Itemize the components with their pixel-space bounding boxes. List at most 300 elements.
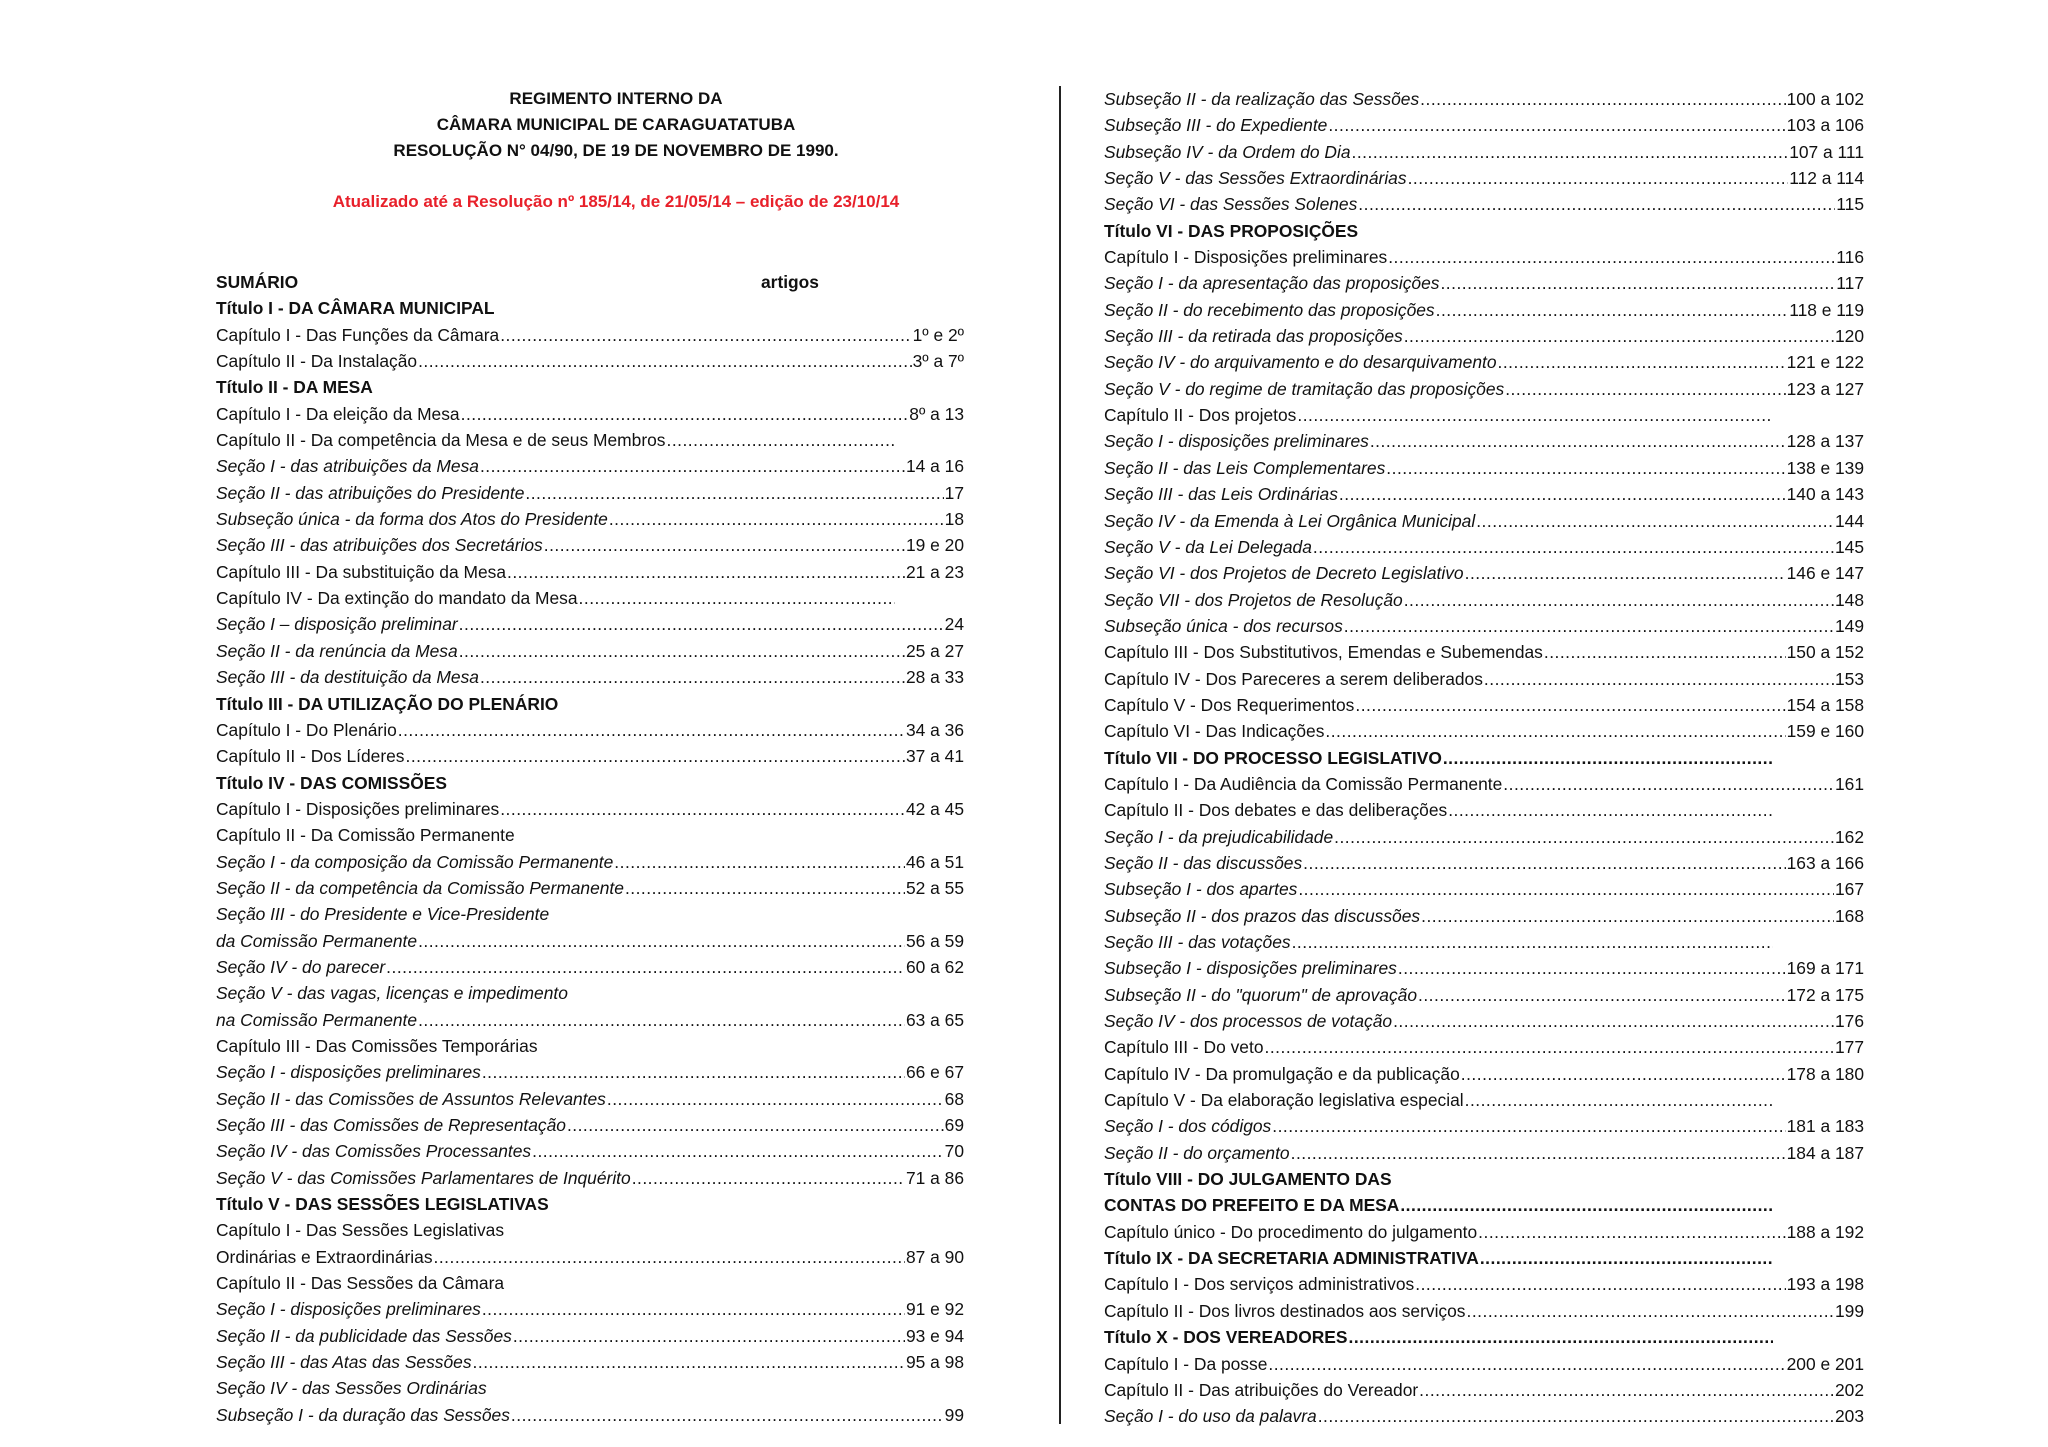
toc-entry <box>1104 244 1864 270</box>
toc-entry <box>1104 376 1864 402</box>
toc-entry <box>1104 1271 1864 1297</box>
toc-entry <box>1104 1351 1864 1377</box>
toc-entry <box>1104 1166 1864 1192</box>
toc-entry-articles: 154 a 158 <box>1786 694 1864 715</box>
toc-entry <box>216 1059 964 1085</box>
toc-entry <box>1104 534 1864 560</box>
dot-leader <box>625 875 905 901</box>
toc-entry <box>216 770 964 796</box>
dot-leader <box>406 743 905 769</box>
toc-right-column <box>1104 86 1864 1430</box>
toc-entry <box>216 664 964 690</box>
toc-entry <box>216 348 964 374</box>
toc-entry-title: Capítulo I - Disposições preliminares <box>1104 247 1388 268</box>
toc-entry <box>216 1402 964 1428</box>
dot-leader <box>434 1244 905 1270</box>
toc-entry-articles: 93 e 94 <box>905 1325 964 1346</box>
articles-column-label: artigos <box>761 272 819 292</box>
toc-entry-title: Seção II - da competência da Comissão Permanente <box>216 877 624 898</box>
toc-entry <box>1104 323 1864 349</box>
toc-entry-articles: 3º a 7º <box>912 351 964 372</box>
update-notice: Atualizado até a Resolução nº 185/14, de 21/05/14 – edição de 23/10/14 <box>332 192 900 211</box>
toc-entry <box>1104 1061 1864 1087</box>
toc-entry-title: Título II - DA MESA <box>216 377 373 398</box>
dot-leader <box>1420 86 1785 112</box>
toc-entry-title: Capítulo II - Dos projetos <box>1104 405 1297 426</box>
toc-entry <box>216 1007 964 1033</box>
dot-leader <box>1419 1377 1834 1403</box>
toc-entry-articles: 200 e 201 <box>1786 1353 1864 1374</box>
toc-entry-articles: 199 <box>1834 1300 1864 1321</box>
dot-leader <box>1272 1113 1785 1139</box>
toc-entry <box>1104 613 1864 639</box>
dot-leader <box>1467 1298 1834 1324</box>
toc-entry-title: Título X - DOS VEREADORES <box>1104 1327 1348 1348</box>
toc-entry-title: Seção IV - dos processos de votação <box>1104 1011 1393 1032</box>
toc-entry-articles: 202 <box>1834 1379 1864 1400</box>
toc-entry-articles: 145 <box>1834 536 1864 557</box>
toc-entry-articles: 177 <box>1834 1037 1864 1058</box>
toc-entry-title: Subseção III - do Expediente <box>1104 115 1328 136</box>
toc-entry <box>1104 718 1864 744</box>
toc-entry-title: Capítulo I - Da Audiência da Comissão Permanente <box>1104 773 1503 794</box>
dot-leader <box>1498 349 1786 375</box>
toc-entry-title: Subseção única - da forma dos Atos do Presidente <box>216 509 608 530</box>
toc-entry-title: Seção I - disposições preliminares <box>216 1299 481 1320</box>
toc-entry-articles: 25 a 27 <box>905 640 964 661</box>
toc-entry-title: Capítulo II - Dos Líderes <box>216 746 405 767</box>
dot-leader <box>1404 587 1834 613</box>
dot-leader <box>632 1165 905 1191</box>
toc-entry <box>1104 1219 1864 1245</box>
toc-entry-title: Seção III - das atribuições dos Secretários <box>216 535 543 556</box>
toc-entry-articles: 118 e 119 <box>1789 299 1864 320</box>
dot-leader <box>1461 1061 1786 1087</box>
toc-entry <box>1104 797 1774 823</box>
toc-entry-articles: 117 <box>1836 273 1864 294</box>
toc-entry-title: Capítulo III - Da substituição da Mesa <box>216 561 506 582</box>
dot-leader <box>480 453 905 479</box>
toc-entry <box>1104 297 1864 323</box>
dot-leader <box>1398 955 1786 981</box>
toc-entry-articles: 150 a 152 <box>1786 642 1864 663</box>
toc-entry-articles: 144 <box>1834 510 1864 531</box>
toc-entry-articles: 34 a 36 <box>905 719 964 740</box>
toc-entry <box>1104 1087 1774 1113</box>
dot-leader <box>1313 534 1834 560</box>
toc-left-column <box>216 269 964 1428</box>
toc-entry <box>216 1296 964 1322</box>
toc-entry-title: Capítulo II - Das atribuições do Vereador <box>1104 1379 1419 1400</box>
toc-entry-title: Seção II - das discussões <box>1104 852 1303 873</box>
dot-leader <box>386 954 905 980</box>
toc-entry-articles: 18 <box>944 509 964 530</box>
dot-leader <box>1448 797 1773 823</box>
dot-leader <box>1503 771 1834 797</box>
dot-leader <box>459 638 905 664</box>
toc-entry-title: Capítulo I - Disposições preliminares <box>216 798 500 819</box>
toc-entry-title: Título I - DA CÂMARA MUNICIPAL <box>216 298 495 319</box>
toc-entry-title: Seção V - das vagas, licenças e impedimento <box>216 983 568 1004</box>
toc-entry <box>1104 508 1864 534</box>
toc-entry <box>1104 1377 1864 1403</box>
toc-entry-title: Seção III - das votações <box>1104 932 1291 952</box>
dot-leader <box>579 585 895 611</box>
toc-entry <box>216 743 964 769</box>
toc-entry-title: Subseção II - dos prazos das discussões <box>1104 905 1421 926</box>
dot-leader <box>500 796 905 822</box>
toc-entry <box>216 1323 964 1349</box>
toc-entry-articles: 37 a 41 <box>905 746 964 767</box>
toc-entry-title: Subseção II - do "quorum" de aprovação <box>1104 984 1418 1005</box>
header-line-3: RESOLUÇÃO N° 04/90, DE 19 DE NOVEMBRO DE 1990. <box>393 141 839 160</box>
toc-entry-title: Subseção I - da duração das Sessões <box>216 1404 510 1425</box>
toc-entry <box>216 691 964 717</box>
dot-leader <box>1352 139 1789 165</box>
dot-leader <box>1478 1219 1785 1245</box>
toc-entry-title: Seção II - das atribuições do Presidente <box>216 482 525 503</box>
dot-leader <box>1292 929 1773 955</box>
toc-entry-articles: 148 <box>1834 589 1864 610</box>
toc-entry <box>216 1375 964 1401</box>
toc-entry-title: Capítulo III - Do veto <box>1104 1037 1264 1058</box>
dot-leader <box>418 1007 905 1033</box>
toc-entry <box>1104 982 1864 1008</box>
toc-entry-articles: 146 e 147 <box>1786 563 1864 584</box>
toc-entry <box>1104 876 1864 902</box>
toc-entry-articles: 176 <box>1834 1011 1864 1032</box>
toc-entry-title: Seção I - da apresentação das proposições <box>1104 273 1440 294</box>
toc-entry-articles: 162 <box>1834 826 1864 847</box>
toc-entry <box>216 1138 964 1164</box>
toc-entry <box>216 980 964 1006</box>
toc-entry-title: Capítulo I - Dos serviços administrativos <box>1104 1274 1415 1295</box>
dot-leader <box>1265 1034 1834 1060</box>
toc-entry <box>1104 1403 1864 1429</box>
toc-entry-articles: 112 a 114 <box>1789 168 1864 189</box>
summary-header <box>216 269 964 295</box>
toc-entry <box>216 954 964 980</box>
dot-leader <box>1325 718 1785 744</box>
toc-entry-title: Capítulo I - Da eleição da Mesa <box>216 403 460 424</box>
toc-entry <box>216 1191 964 1217</box>
toc-entry <box>216 427 896 453</box>
toc-entry-title: Seção VII - dos Projetos de Resolução <box>1104 589 1403 610</box>
toc-entry <box>1104 745 1774 771</box>
dot-leader <box>418 928 905 954</box>
toc-entry-title: Seção IV - do arquivamento e do desarquivamento <box>1104 352 1497 373</box>
toc-entry <box>216 374 964 400</box>
toc-entry-articles: 17 <box>944 482 964 503</box>
toc-entry <box>1104 139 1864 165</box>
toc-entry <box>216 532 964 558</box>
toc-entry <box>216 480 964 506</box>
toc-entry-articles: 28 a 33 <box>905 667 964 688</box>
toc-entry <box>216 717 964 743</box>
toc-entry-articles: 100 a 102 <box>1786 89 1864 109</box>
toc-entry-articles: 1º e 2º <box>912 324 964 345</box>
toc-entry-title: CONTAS DO PREFEITO E DA MESA <box>1104 1195 1400 1216</box>
toc-entry-title: Capítulo II - Da Instalação <box>216 351 418 372</box>
dot-leader <box>1484 666 1834 692</box>
toc-entry-articles: 138 e 139 <box>1786 457 1864 478</box>
toc-entry-articles: 172 a 175 <box>1786 984 1864 1005</box>
toc-entry-title: Seção III - da destituição da Mesa <box>216 667 479 688</box>
toc-entry <box>1104 1298 1864 1324</box>
dot-leader <box>1476 508 1834 534</box>
dot-leader <box>500 322 911 348</box>
dot-leader <box>1415 1271 1785 1297</box>
toc-entry <box>216 1349 964 1375</box>
dot-leader <box>1268 1351 1785 1377</box>
toc-entry <box>1104 1008 1864 1034</box>
toc-entry-title: Capítulo II - Da Comissão Permanente <box>216 825 515 846</box>
toc-entry <box>216 585 896 611</box>
toc-entry <box>1104 402 1774 428</box>
toc-entry-title: Seção I - dos códigos <box>1104 1116 1272 1137</box>
toc-entry-articles: 193 a 198 <box>1786 1274 1864 1295</box>
toc-entry-title: Seção I - disposições preliminares <box>216 1062 481 1083</box>
dot-leader <box>1440 270 1835 296</box>
toc-entry-articles: 203 <box>1834 1406 1864 1427</box>
toc-entry-title: Subseção I - disposições preliminares <box>1104 958 1397 979</box>
toc-entry-title: Título III - DA UTILIZAÇÃO DO PLENÁRIO <box>216 693 559 714</box>
dot-leader <box>511 1402 944 1428</box>
toc-entry-title: Capítulo V - Da elaboração legislativa especial <box>1104 1090 1464 1111</box>
toc-entry-title: Capítulo I - Das Funções da Câmara <box>216 324 500 345</box>
toc-entry <box>1104 1034 1864 1060</box>
toc-entry-articles: 71 a 86 <box>905 1167 964 1188</box>
dot-leader <box>1421 903 1834 929</box>
toc-entry-articles: 153 <box>1834 668 1864 689</box>
toc-entry <box>1104 955 1864 981</box>
toc-entry <box>1104 481 1864 507</box>
toc-entry-title: Seção II - do recebimento das proposições <box>1104 299 1435 320</box>
toc-entry-title: Capítulo V - Dos Requerimentos <box>1104 694 1355 715</box>
toc-entry-articles: 159 e 160 <box>1786 721 1864 742</box>
toc-entry <box>1104 560 1864 586</box>
toc-entry <box>1104 1113 1864 1139</box>
dot-leader <box>1418 982 1786 1008</box>
header-line-1: REGIMENTO INTERNO DA <box>509 89 723 108</box>
toc-entry <box>216 611 964 637</box>
toc-entry-title: Seção I – disposição preliminar <box>216 614 458 635</box>
dot-leader <box>1297 402 1773 428</box>
toc-entry-articles: 42 a 45 <box>905 798 964 819</box>
toc-entry-articles: 95 a 98 <box>905 1352 964 1373</box>
toc-entry <box>1104 455 1864 481</box>
toc-entry-title: Seção I - da prejudicabilidade <box>1104 826 1334 847</box>
toc-entry-articles: 121 e 122 <box>1786 352 1864 373</box>
toc-entry-articles: 19 e 20 <box>905 535 964 556</box>
toc-entry-articles: 69 <box>944 1115 964 1135</box>
toc-entry-title: Seção V - das Comissões Parlamentares de Inquérito <box>216 1167 631 1188</box>
toc-entry-title: Seção IV - das Sessões Ordinárias <box>216 1378 487 1399</box>
dot-leader <box>532 1138 944 1164</box>
dot-leader <box>461 401 909 427</box>
toc-entry-title: Capítulo único - Do procedimento do julgamento <box>1104 1221 1478 1242</box>
dot-leader <box>507 559 905 585</box>
dot-leader <box>1344 613 1834 639</box>
dot-leader <box>1443 745 1773 771</box>
toc-entry-title: Subseção IV - da Ordem do Dia <box>1104 141 1351 162</box>
toc-entry-title: Capítulo II - Da competência da Mesa e de seus Membros <box>216 430 666 451</box>
toc-entry <box>216 928 964 954</box>
toc-entry-title: Capítulo IV - Dos Pareceres a serem deliberados <box>1104 668 1483 689</box>
dot-leader <box>614 849 905 875</box>
dot-leader <box>459 611 944 637</box>
toc-entry <box>1104 165 1864 191</box>
dot-leader <box>513 1323 905 1349</box>
dot-leader <box>1393 1008 1834 1034</box>
dot-leader <box>1400 1192 1773 1218</box>
toc-entry-articles: 8º a 13 <box>909 403 964 424</box>
toc-entry-articles: 46 a 51 <box>905 851 964 872</box>
toc-entry-title: da Comissão Permanente <box>216 930 418 951</box>
toc-entry-articles: 161 <box>1834 773 1864 794</box>
toc-entry-articles: 163 a 166 <box>1786 852 1864 873</box>
toc-entry-title: Subseção I - dos apartes <box>1104 879 1298 900</box>
toc-entry <box>216 453 964 479</box>
toc-entry <box>1104 929 1774 955</box>
dot-leader <box>480 664 905 690</box>
dot-leader <box>1355 692 1785 718</box>
toc-entry <box>1104 1140 1864 1166</box>
toc-entry-title: Título VIII - DO JULGAMENTO DAS <box>1104 1169 1392 1190</box>
toc-entry <box>1104 903 1864 929</box>
toc-entry <box>216 849 964 875</box>
toc-entry <box>1104 850 1864 876</box>
toc-entry <box>1104 218 1864 244</box>
toc-entry-articles: 14 a 16 <box>905 456 964 477</box>
toc-entry-title: Seção I - do uso da palavra <box>1104 1406 1317 1427</box>
toc-entry-articles: 167 <box>1834 879 1864 900</box>
toc-entry-title: Seção III - das Atas das Sessões <box>216 1352 472 1373</box>
toc-entry-articles: 169 a 171 <box>1786 958 1864 979</box>
dot-leader <box>1339 481 1786 507</box>
toc-entry <box>1104 639 1864 665</box>
column-divider <box>1059 86 1061 1424</box>
document-header <box>216 86 1016 164</box>
toc-entry-title: Título VII - DO PROCESSO LEGISLATIVO <box>1104 747 1442 768</box>
toc-entry-title: Título VI - DAS PROPOSIÇÕES <box>1104 220 1359 241</box>
toc-entry-articles: 128 a 137 <box>1786 431 1864 452</box>
toc-entry-title: Seção II - das Comissões de Assuntos Relevantes <box>216 1088 606 1109</box>
toc-entry-title: Seção VI - dos Projetos de Decreto Legislativo <box>1104 563 1464 584</box>
dot-leader <box>1408 165 1789 191</box>
dot-leader <box>418 348 912 374</box>
dot-leader <box>1404 323 1834 349</box>
toc-entry-title: Capítulo III - Das Comissões Temporárias <box>216 1035 538 1056</box>
toc-entry <box>1104 587 1864 613</box>
toc-entry <box>216 875 964 901</box>
header-line-2: CÂMARA MUNICIPAL DE CARAGUATATUBA <box>436 115 796 134</box>
toc-entry-articles: 52 a 55 <box>905 877 964 898</box>
toc-entry-articles: 103 a 106 <box>1786 115 1864 136</box>
toc-entry <box>1104 692 1864 718</box>
dot-leader <box>1480 1245 1773 1271</box>
toc-entry-title: Seção III - das Leis Ordinárias <box>1104 484 1338 505</box>
dot-leader <box>544 532 905 558</box>
toc-entry <box>1104 86 1864 112</box>
dot-leader <box>607 1086 944 1112</box>
toc-entry-title: Capítulo II - Dos livros destinados aos serviços <box>1104 1300 1466 1321</box>
toc-entry-title: Capítulo I - Das Sessões Legislativas <box>216 1220 505 1241</box>
toc-entry-articles: 140 a 143 <box>1786 484 1864 505</box>
dot-leader <box>1544 639 1786 665</box>
toc-entry <box>1104 824 1864 850</box>
toc-entry-title: Seção V - da Lei Delegada <box>1104 536 1312 557</box>
toc-entry <box>216 559 964 585</box>
toc-entry-title: Seção V - das Sessões Extraordinárias <box>1104 168 1407 189</box>
dot-leader <box>482 1296 905 1322</box>
toc-entry <box>216 1217 964 1243</box>
toc-entry-title: Seção I - das atribuições da Mesa <box>216 456 479 477</box>
toc-entry-articles: 178 a 180 <box>1786 1063 1864 1084</box>
toc-entry <box>216 901 964 927</box>
toc-entry <box>216 638 964 664</box>
toc-entry <box>1104 428 1864 454</box>
toc-entry-articles: 60 a 62 <box>905 956 964 977</box>
toc-entry-title: Capítulo IV - Da promulgação e da publicação <box>1104 1063 1460 1084</box>
toc-entry-title: Seção III - das Comissões de Representação <box>216 1115 566 1135</box>
toc-entry <box>1104 771 1864 797</box>
toc-entry <box>216 506 964 532</box>
toc-entry-articles: 99 <box>944 1404 964 1425</box>
dot-leader <box>1318 1403 1834 1429</box>
toc-entry-title: Subseção II - da realização das Sessões <box>1104 89 1420 109</box>
dot-leader <box>609 506 944 532</box>
toc-entry-title: Seção V - do regime de tramitação das proposições <box>1104 378 1505 399</box>
toc-entry <box>1104 666 1864 692</box>
toc-entry <box>216 295 964 321</box>
toc-entry-title: Capítulo I - Da posse <box>1104 1353 1268 1374</box>
toc-entry <box>216 1112 964 1138</box>
toc-entry-title: na Comissão Permanente <box>216 1009 418 1030</box>
toc-entry-title: Capítulo IV - Da extinção do mandato da Mesa <box>216 588 578 609</box>
dot-leader <box>1465 1087 1773 1113</box>
toc-entry-title: Seção IV - da Emenda à Lei Orgânica Municipal <box>1104 510 1476 531</box>
dot-leader <box>1505 376 1785 402</box>
toc-entry-title: Capítulo II - Dos debates e das deliberações <box>1104 800 1448 821</box>
toc-entry-title: Capítulo I - Do Plenário <box>216 719 397 740</box>
dot-leader <box>482 1059 905 1085</box>
dot-leader <box>525 480 943 506</box>
toc-entry <box>216 822 964 848</box>
toc-entry <box>1104 1192 1774 1218</box>
toc-entry-title: Seção III - da retirada das proposições <box>1104 326 1403 347</box>
dot-leader <box>1370 428 1786 454</box>
toc-entry <box>216 322 964 348</box>
toc-entry-title: Seção II - da publicidade das Sessões <box>216 1325 512 1346</box>
toc-entry-articles: 63 a 65 <box>905 1009 964 1030</box>
toc-entry <box>1104 1245 1774 1271</box>
dot-leader <box>1291 1140 1786 1166</box>
toc-entry-articles: 116 <box>1836 247 1864 268</box>
dot-leader <box>1358 191 1835 217</box>
toc-entry <box>216 796 964 822</box>
dot-leader <box>1328 112 1785 138</box>
toc-entry-title: Título IV - DAS COMISSÕES <box>216 772 447 793</box>
dot-leader <box>567 1112 944 1138</box>
toc-entry <box>1104 112 1864 138</box>
toc-entry <box>216 1270 964 1296</box>
dot-leader <box>1386 455 1785 481</box>
toc-entry-articles: 70 <box>944 1141 964 1162</box>
dot-leader <box>1388 244 1835 270</box>
toc-entry-title: Seção II - do orçamento <box>1104 1142 1290 1163</box>
toc-entry <box>1104 270 1864 296</box>
